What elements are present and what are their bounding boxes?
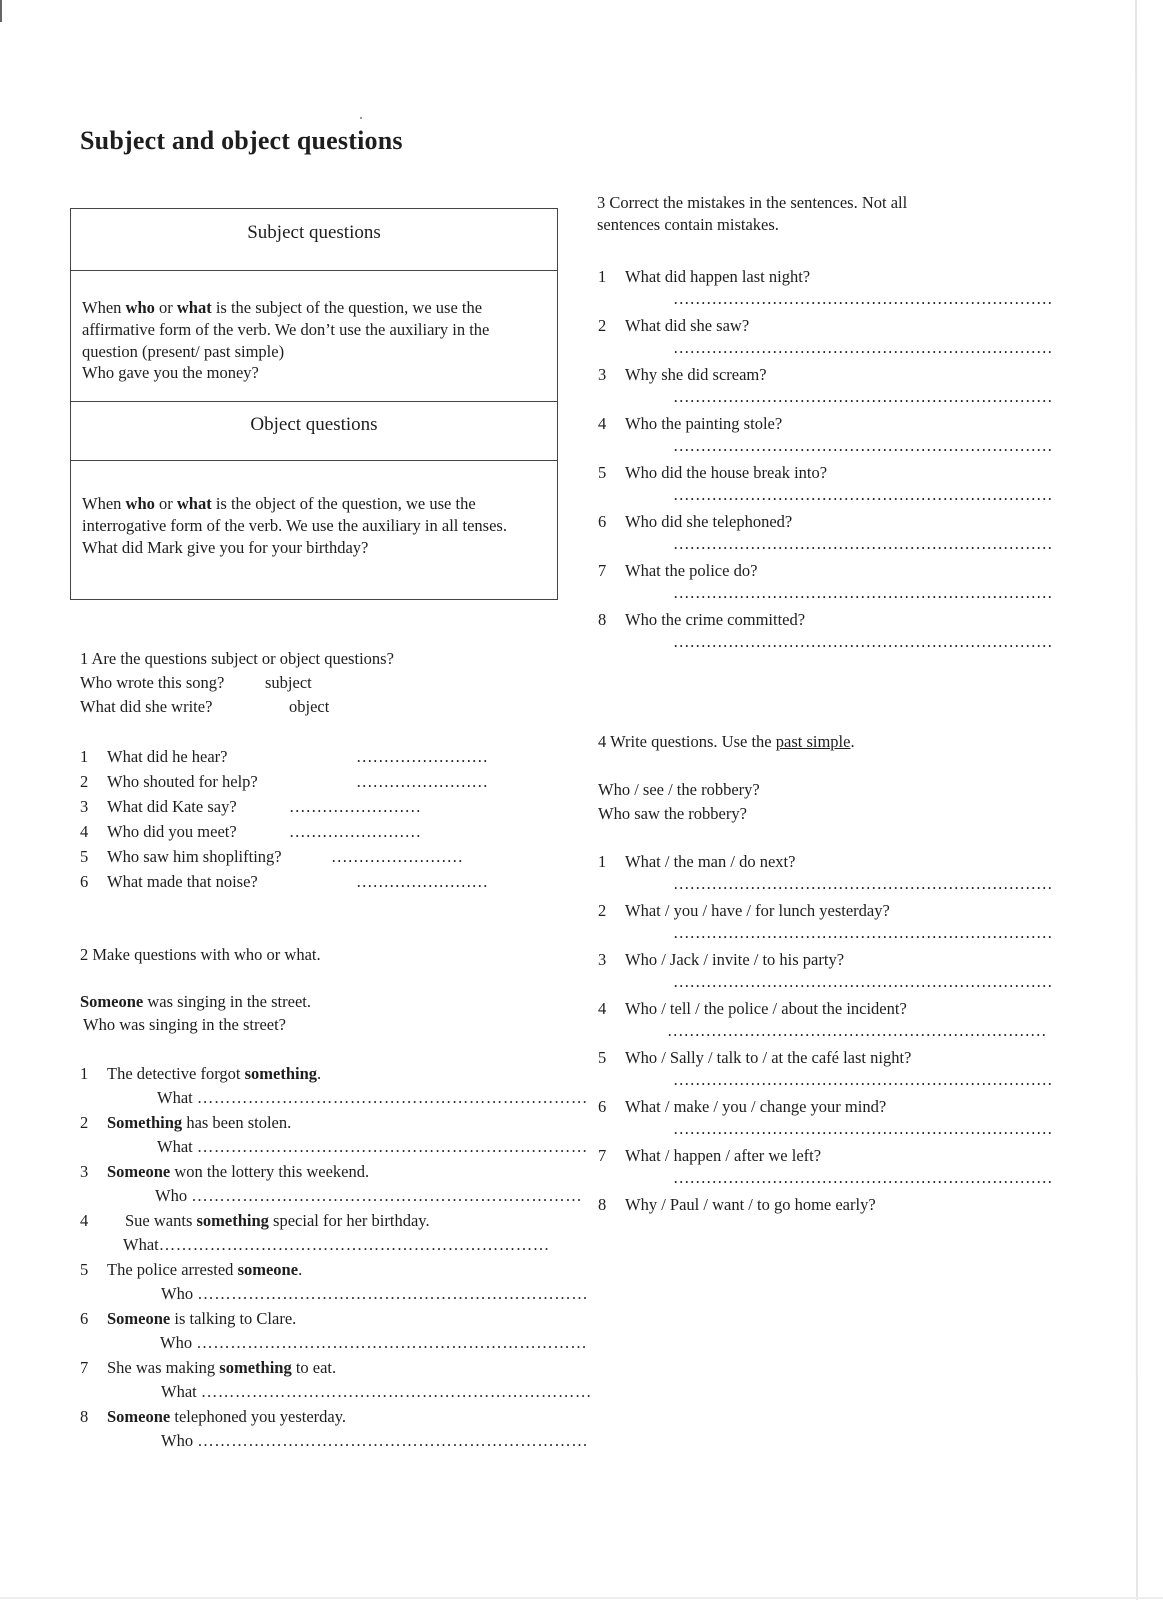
exercise-1-item <box>80 771 258 793</box>
keyword-what: what <box>176 298 212 317</box>
answer-blank[interactable]: …………………………………………………………… <box>673 534 1053 553</box>
exercise-1-example <box>80 696 330 718</box>
exercise-2-answer-line[interactable] <box>157 1136 588 1158</box>
exercise-2-item <box>80 1063 321 1085</box>
item-prompt: Why / Paul / want / to go home early? <box>625 1195 876 1214</box>
item-number: 2 <box>80 772 89 791</box>
exercise-2-title: 2 Make questions with who or what. <box>80 945 321 964</box>
exercise-2-item <box>80 1112 291 1134</box>
answer-blank[interactable]: …………………………………………………………… <box>673 387 1053 406</box>
item-prompt: What / make / you / change your mind? <box>625 1097 887 1116</box>
item-number: 6 <box>598 1097 607 1116</box>
answer-blank[interactable]: …………………………………………………………… <box>673 923 1053 942</box>
item-sentence: The detective forgot <box>107 1064 245 1083</box>
answer-blank[interactable]: …………………………………………………………… <box>667 1021 1047 1040</box>
item-bold-word: something <box>196 1211 269 1230</box>
exercise-4-item <box>598 1194 876 1216</box>
item-sentence: . <box>317 1064 322 1083</box>
answer-blank[interactable]: …………………………………………………………… <box>673 289 1053 308</box>
answer-blank[interactable]: …………………………………………………………… <box>197 1284 589 1303</box>
item-number: 2 <box>80 1113 89 1132</box>
item-bold-word: something <box>244 1064 318 1083</box>
item-bold-word: Someone <box>107 1162 171 1181</box>
page-title: Subject and object questions <box>80 126 403 155</box>
exercise-3-item <box>598 266 810 288</box>
answer-blank[interactable]: …………………………………………………………… <box>673 874 1053 893</box>
exercise-2-example <box>80 991 311 1013</box>
exercise-3-item <box>598 462 827 484</box>
item-sentence: She was making <box>107 1358 220 1377</box>
item-bold-word: Someone <box>107 1309 171 1328</box>
exercise-1-item <box>80 846 282 868</box>
rule-text: is the subject of the question, we use the affirmative form of the verb. We don’t use the auxiliary in the question (present/ past simple) <box>82 298 490 361</box>
item-prompt: Who / tell / the police / about the incident? <box>625 999 907 1018</box>
rule-text: When <box>82 494 126 513</box>
item-number: 3 <box>598 950 607 969</box>
answer-blank[interactable]: …………………………………………………………… <box>673 583 1053 602</box>
answer-blank[interactable]: …………………… <box>356 747 488 766</box>
item-sentence: . <box>298 1260 303 1279</box>
item-sentence: What did she saw? <box>625 316 750 335</box>
answer-blank[interactable]: …………………………………………………………… <box>196 1137 588 1156</box>
answer-prompt: What <box>123 1235 159 1254</box>
exercise-3-item <box>598 560 757 582</box>
item-sentence: Who the painting stole? <box>625 414 783 433</box>
answer-blank[interactable]: …………………………………………………………… <box>673 338 1053 357</box>
item-prompt: What / happen / after we left? <box>625 1146 822 1165</box>
item-question: What made that noise? <box>107 872 258 891</box>
answer-blank[interactable]: …………………… <box>356 872 488 891</box>
exercise-2-answer-line[interactable] <box>155 1185 583 1207</box>
exercise-4-item <box>598 1145 821 1167</box>
item-bold-word: someone <box>237 1260 299 1279</box>
item-question: Who shouted for help? <box>107 772 258 791</box>
item-number: 3 <box>80 1162 89 1181</box>
answer-prompt: What <box>157 1137 193 1156</box>
item-sentence: Why she did scream? <box>625 365 767 384</box>
answer-blank[interactable]: …………………………………………………………… <box>196 1333 588 1352</box>
item-number: 1 <box>598 852 607 871</box>
item-number: 6 <box>598 512 607 531</box>
exercise-4-item <box>598 998 907 1020</box>
item-number: 8 <box>80 1407 89 1426</box>
exercise-3-item <box>598 511 792 533</box>
item-number: 8 <box>598 1195 607 1214</box>
item-sentence: Who did she telephoned? <box>625 512 793 531</box>
item-number: 3 <box>598 365 607 384</box>
item-number: 5 <box>598 463 607 482</box>
exercise-4-item <box>598 851 795 873</box>
answer-blank[interactable]: …………………………………………………………… <box>673 1119 1053 1138</box>
item-sentence: Sue wants <box>125 1211 197 1230</box>
item-sentence: telephoned you yesterday. <box>170 1407 347 1426</box>
exercise-3-title-line: sentences contain mistakes. <box>597 215 779 235</box>
subject-questions-heading: Subject questions <box>247 222 381 243</box>
item-number: 4 <box>80 822 89 841</box>
exercise-4-title-text: . <box>850 732 855 751</box>
exercise-3-item <box>598 364 767 386</box>
answer-blank[interactable]: …………………… <box>331 847 463 866</box>
item-sentence: won the lottery this weekend. <box>170 1162 370 1181</box>
item-prompt: What / the man / do next? <box>625 852 796 871</box>
exercise-3-item <box>598 609 805 631</box>
item-number: 5 <box>80 1260 89 1279</box>
item-number: 4 <box>598 414 607 433</box>
item-sentence: What did happen last night? <box>625 267 811 286</box>
example-question: Who wrote this song? <box>80 673 225 692</box>
exercise-3-title-line: 3 Correct the mistakes in the sentences. Not all <box>597 193 908 212</box>
exercise-3-item <box>598 315 749 337</box>
exercise-4-item <box>598 1096 886 1118</box>
answer-prompt: Who <box>161 1431 194 1450</box>
subject-example: Who gave you the money? <box>82 363 259 383</box>
item-prompt: What / you / have / for lunch yesterday? <box>625 901 890 920</box>
exercise-1-item <box>80 821 237 843</box>
subject-rule-text <box>82 297 545 384</box>
example-sentence: was singing in the street. <box>143 992 311 1011</box>
item-question: Who saw him shoplifting? <box>107 847 282 866</box>
answer-prompt: Who <box>160 1333 193 1352</box>
exercise-2-answer-line[interactable] <box>123 1234 550 1256</box>
rule-text: is the object of the question, we use the interrogative form of the verb. We use the auxiliary in all tenses. <box>82 494 507 535</box>
exercise-1-title: 1 Are the questions subject or object questions? <box>80 649 394 668</box>
rule-text: or <box>154 298 177 317</box>
item-sentence: Who did the house break into? <box>625 463 828 482</box>
item-number: 5 <box>598 1048 607 1067</box>
rule-text: or <box>154 494 177 513</box>
item-number: 4 <box>80 1211 89 1230</box>
item-bold-word: Someone <box>107 1407 171 1426</box>
item-sentence: special for her birthday. <box>268 1211 430 1230</box>
item-question: Who did you meet? <box>107 822 237 841</box>
example-bold-word: Someone <box>80 992 144 1011</box>
box-divider <box>71 460 557 461</box>
object-example: What did Mark give you for your birthday? <box>82 537 369 557</box>
item-sentence: to eat. <box>291 1358 337 1377</box>
exercise-1-item <box>80 746 227 768</box>
item-number: 2 <box>598 316 607 335</box>
box-divider <box>71 401 557 402</box>
item-number: 6 <box>80 872 89 891</box>
example-question: What did she write? <box>80 697 213 716</box>
item-sentence: is talking to Clare. <box>170 1309 297 1328</box>
item-number: 3 <box>80 797 89 816</box>
item-number: 7 <box>598 561 607 580</box>
exercise-2-item <box>80 1210 430 1232</box>
item-number: 6 <box>80 1309 89 1328</box>
item-question: What did Kate say? <box>107 797 237 816</box>
tense-underlined: past simple <box>775 732 851 751</box>
answer-blank[interactable]: …………………………………………………………… <box>196 1088 588 1107</box>
item-question: What did he hear? <box>107 747 228 766</box>
exercise-3-title <box>597 192 907 237</box>
answer-blank[interactable]: …………………………………………………………… <box>673 1070 1053 1089</box>
answer-blank[interactable]: …………………… <box>356 772 488 791</box>
exercise-2-item <box>80 1357 336 1379</box>
item-bold-word: something <box>219 1358 292 1377</box>
exercise-2-answer-line[interactable] <box>157 1087 588 1109</box>
item-number: 1 <box>80 1064 89 1083</box>
exercise-4-item <box>598 949 844 971</box>
exercise-2-example-answer: Who was singing in the street? <box>83 1015 286 1034</box>
item-number: 4 <box>598 999 607 1018</box>
item-sentence: The police arrested <box>107 1260 238 1279</box>
exercise-4-item <box>598 1047 911 1069</box>
exercise-2-item <box>80 1161 369 1183</box>
item-number: 2 <box>598 901 607 920</box>
example-answer: object <box>289 697 330 716</box>
item-number: 1 <box>598 267 607 286</box>
object-questions-heading: Object questions <box>250 414 378 435</box>
keyword-who: who <box>125 298 155 317</box>
exercise-2-item <box>80 1406 346 1428</box>
exercise-2-answer-line[interactable] <box>161 1283 589 1305</box>
item-sentence: has been stolen. <box>182 1113 292 1132</box>
item-sentence: Who the crime committed? <box>625 610 806 629</box>
item-prompt: Who / Sally / talk to / at the café last night? <box>625 1048 912 1067</box>
rule-text: When <box>82 298 126 317</box>
answer-blank[interactable]: …………………………………………………………… <box>191 1186 583 1205</box>
answer-prompt: Who <box>155 1186 188 1205</box>
answer-blank[interactable]: …………………………………………………………… <box>673 436 1053 455</box>
exercise-1-item <box>80 796 237 818</box>
exercise-2-answer-line[interactable] <box>161 1381 592 1403</box>
example-answer: subject <box>265 673 312 692</box>
answer-blank[interactable]: …………………………………………………………… <box>673 972 1053 991</box>
object-rule-text <box>82 493 545 558</box>
answer-blank[interactable]: …………………………………………………………… <box>200 1382 592 1401</box>
item-bold-word: Something <box>107 1113 183 1132</box>
item-number: 5 <box>80 847 89 866</box>
exercise-4-title-text: 4 Write questions. Use the <box>598 732 776 751</box>
answer-blank[interactable]: …………………………………………………………… <box>673 1168 1053 1187</box>
exercise-2-item <box>80 1308 296 1330</box>
exercise-2-answer-line[interactable] <box>161 1430 589 1452</box>
answer-prompt: What <box>161 1382 197 1401</box>
exercise-2-answer-line[interactable] <box>160 1332 588 1354</box>
exercise-3-item <box>598 413 782 435</box>
keyword-who: who <box>125 494 155 513</box>
grammar-rules-box <box>70 208 558 600</box>
item-sentence: What the police do? <box>625 561 758 580</box>
answer-prompt: Who <box>161 1284 194 1303</box>
exercise-4-item <box>598 900 890 922</box>
answer-prompt: What <box>157 1088 193 1107</box>
exercise-4-example-answer: Who saw the robbery? <box>598 804 747 823</box>
exercise-4-example-prompt: Who / see / the robbery? <box>598 780 760 799</box>
answer-blank[interactable]: …………………………………………………………… <box>673 632 1053 651</box>
answer-blank[interactable]: …………………… <box>289 822 421 841</box>
item-number: 8 <box>598 610 607 629</box>
exercise-2-item <box>80 1259 302 1281</box>
answer-blank[interactable]: …………………………………………………………… <box>197 1431 589 1450</box>
item-number: 7 <box>80 1358 89 1377</box>
exercise-1-item <box>80 871 258 893</box>
answer-blank[interactable]: …………………………………………………………… <box>673 485 1053 504</box>
item-prompt: Who / Jack / invite / to his party? <box>625 950 845 969</box>
box-divider <box>71 270 557 271</box>
answer-blank[interactable]: …………………… <box>289 797 421 816</box>
exercise-4-title <box>598 731 855 753</box>
answer-blank[interactable]: …………………………………………………………… <box>158 1235 550 1254</box>
item-number: 7 <box>598 1146 607 1165</box>
keyword-what: what <box>176 494 212 513</box>
exercise-1-example <box>80 672 312 694</box>
item-number: 1 <box>80 747 89 766</box>
